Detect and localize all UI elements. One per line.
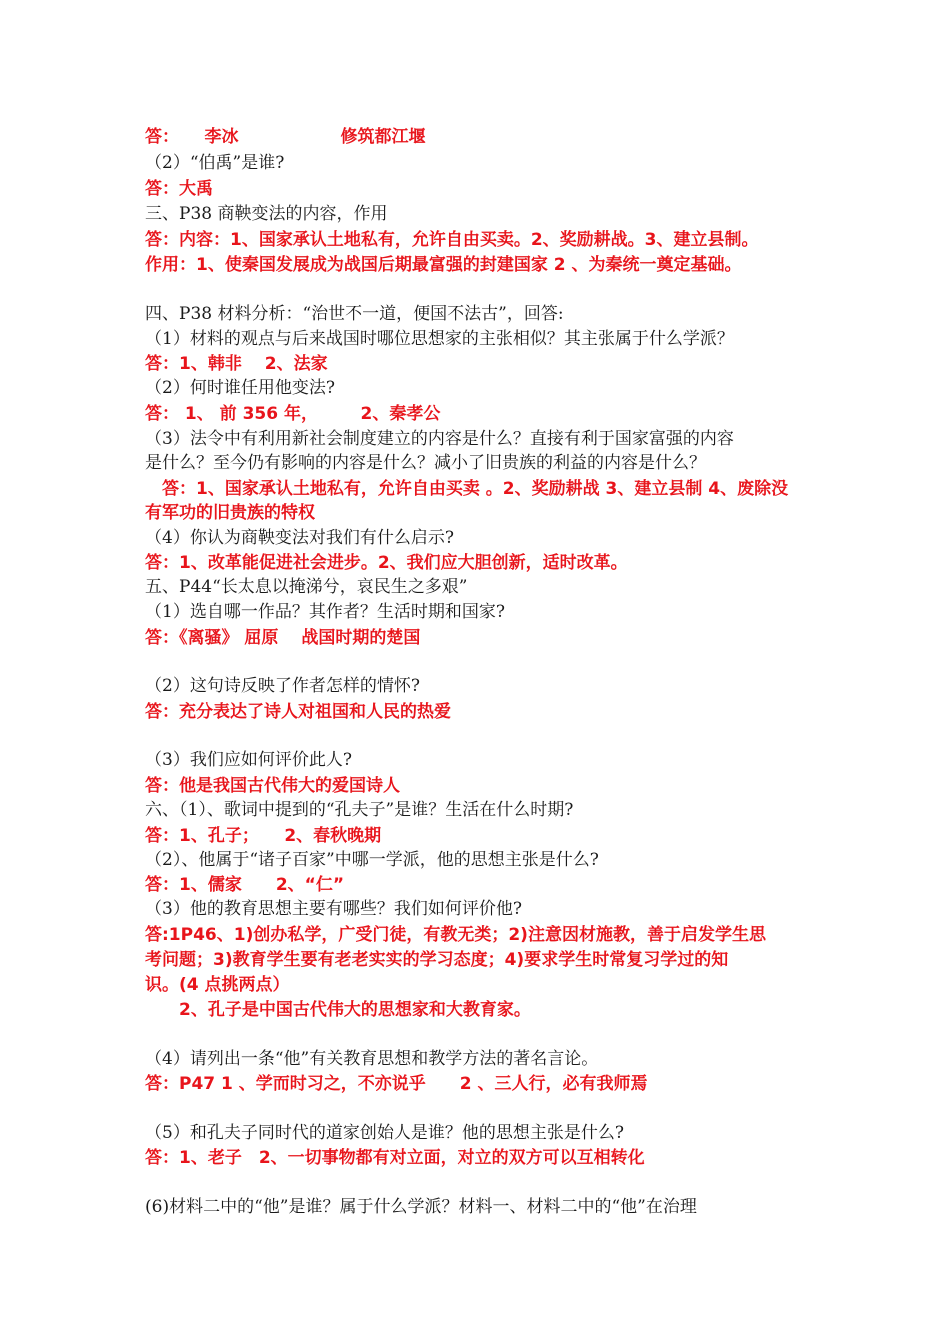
question-line: （4）请列出一条“他”有关教育思想和教学方法的著名言论。 bbox=[145, 1049, 599, 1069]
answer-line: 答：大禹 bbox=[145, 179, 213, 199]
question-line: （2）、他属于“诸子百家”中哪一学派，他的思想主张是什么? bbox=[145, 850, 599, 870]
section-heading: 五、P44“长太息以掩涕兮，哀民生之多艰” bbox=[145, 577, 468, 597]
question-line: （1）材料的观点与后来战国时哪位思想家的主张相似？其主张属于什么学派？ bbox=[145, 329, 734, 349]
answer-line: 识。(4 点挑两点） bbox=[145, 975, 290, 995]
question-line: (6)材料二中的“他”是谁？属于什么学派？材料一、材料二中的“他”在治理 bbox=[145, 1197, 697, 1217]
answer-line: 答：1、孔子； 2、春秋晚期 bbox=[145, 826, 382, 846]
question-line: （3）他的教育思想主要有哪些？我们如何评价他? bbox=[145, 899, 522, 919]
section-heading: 六、（1）、歌词中提到的“孔夫子”是谁？生活在什么时期? bbox=[145, 800, 574, 820]
answer-line: 答：内容：1、国家承认土地私有，允许自由买卖。2、奖励耕战。3、建立县制。 bbox=[145, 230, 759, 250]
answer-line: 答：1、改革能促进社会进步。2、我们应大胆创新，适时改革。 bbox=[145, 553, 628, 573]
answer-line: 答： 李冰 修筑都江堰 bbox=[145, 127, 426, 147]
question-line: （2）“伯禹”是谁? bbox=[145, 153, 285, 173]
answer-line: 答： 1、 前 356 年， 2、秦孝公 bbox=[145, 404, 441, 424]
answer-line: 答：1、韩非 2、法家 bbox=[145, 354, 328, 374]
answer-line: 有军功的旧贵族的特权 bbox=[145, 503, 315, 523]
question-line: （5）和孔夫子同时代的道家创始人是谁？他的思想主张是什么? bbox=[145, 1123, 624, 1143]
answer-line: 答：1、儒家 2、“仁” bbox=[145, 875, 345, 895]
answer-line: 答：《离骚》 屈原 战国时期的楚国 bbox=[145, 628, 421, 648]
answer-line: 考问题；3)教育学生要有老老实实的学习态度；4)要求学生时常复习学过的知 bbox=[145, 950, 729, 970]
section-heading: 四、P38 材料分析：“治世不一道，便国不法古”，回答: bbox=[145, 304, 564, 324]
answer-line: 答：P47 1 、学而时习之，不亦说乎 2 、三人行，必有我师焉 bbox=[145, 1074, 648, 1094]
question-line: 是什么？至今仍有影响的内容是什么？减小了旧贵族的利益的内容是什么？ bbox=[145, 453, 706, 473]
question-line: （3）法令中有利用新社会制度建立的内容是什么？直接有利于国家富强的内容 bbox=[145, 429, 734, 449]
answer-line: 答：1、国家承认土地私有，允许自由买卖 。2、奖励耕战 3、建立县制 4、废除没 bbox=[145, 479, 789, 499]
answer-line: 2、孔子是中国古代伟大的思想家和大教育家。 bbox=[145, 1000, 531, 1020]
answer-line: 答：1、老子 2、一切事物都有对立面，对立的双方可以互相转化 bbox=[145, 1148, 645, 1168]
answer-line: 作用：1、使秦国发展成为战国后期最富强的封建国家 2 、为秦统一奠定基础。 bbox=[145, 255, 742, 275]
section-heading: 三、P38 商鞅变法的内容，作用 bbox=[145, 204, 388, 224]
question-line: （2）这句诗反映了作者怎样的情怀? bbox=[145, 676, 420, 696]
question-line: （3）我们应如何评价此人? bbox=[145, 750, 352, 770]
answer-line: 答:1P46、1)创办私学，广受门徒，有教无类；2)注意因材施教，善于启发学生思 bbox=[145, 925, 766, 945]
question-line: （4）你认为商鞅变法对我们有什么启示? bbox=[145, 528, 454, 548]
question-line: （2）何时谁任用他变法? bbox=[145, 378, 335, 398]
answer-line: 答：充分表达了诗人对祖国和人民的热爱 bbox=[145, 702, 451, 722]
question-line: （1）选自哪一作品？其作者？生活时期和国家? bbox=[145, 602, 505, 622]
answer-line: 答：他是我国古代伟大的爱国诗人 bbox=[145, 776, 400, 796]
